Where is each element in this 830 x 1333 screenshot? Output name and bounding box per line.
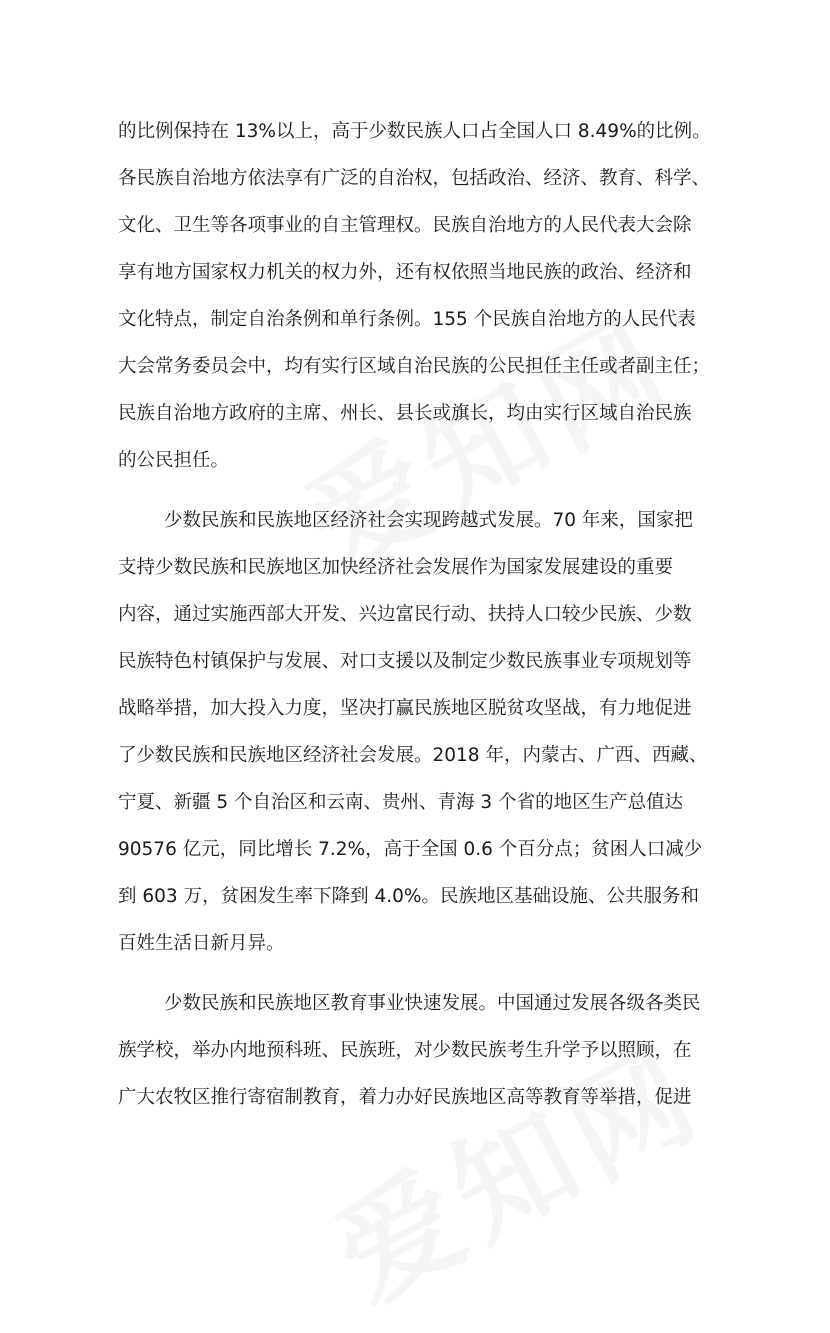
text-line: 各民族自治地方依法享有广泛的自治权，包括政治、经济、教育、科学、: [118, 168, 711, 189]
text-line: 了少数民族和民族地区经济社会发展。2018 年，内蒙古、广西、西藏、: [118, 745, 708, 766]
text-line: 内容，通过实施西部大开发、兴边富民行动、扶持人口较少民族、少数: [118, 604, 692, 625]
text-line: 的公民担任。: [118, 450, 230, 471]
text-line: 支持少数民族和民族地区加快经济社会发展作为国家发展建设的重要: [118, 557, 674, 578]
text-line: 享有地方国家权力机关的权力外，还有权依照当地民族的政治、经济和: [118, 262, 692, 283]
text-line: 广大农牧区推行寄宿制教育，着力办好民族地区高等教育等举措，促进: [118, 1087, 692, 1108]
text-line: 少数民族和民族地区教育事业快速发展。中国通过发展各级各类民: [164, 993, 701, 1014]
text-line: 民族特色村镇保护与发展、对口支援以及制定少数民族事业专项规划等: [118, 651, 692, 672]
text-line: 族学校，举办内地预科班、民族班，对少数民族考生升学予以照顾，在: [118, 1040, 692, 1061]
text-line: 大会常务委员会中，均有实行区域自治民族的公民担任主任或者副主任；: [118, 356, 711, 377]
text-line: 百姓生活日新月异。: [118, 933, 285, 954]
text-line: 民族自治地方政府的主席、州长、县长或旗长，均由实行区域自治民族: [118, 403, 692, 424]
text-line: 到 603 万，贫困发生率下降到 4.0%。民族地区基础设施、公共服务和: [118, 886, 699, 907]
text-line: 少数民族和民族地区经济社会实现跨越式发展。70 年来，国家把: [164, 510, 693, 531]
text-line: 战略举措，加大投入力度，坚决打赢民族地区脱贫攻坚战，有力地促进: [118, 698, 692, 719]
text-line: 文化、卫生等各项事业的自主管理权。民族自治地方的人民代表大会除: [118, 215, 692, 236]
text-line: 90576 亿元，同比增长 7.2%，高于全国 0.6 个百分点；贫困人口减少: [118, 839, 703, 860]
text-line: 的比例保持在 13%以上，高于少数民族人口占全国人口 8.49%的比例。: [118, 121, 711, 142]
text-line: 文化特点，制定自治条例和单行条例。155 个民族自治地方的人民代表: [118, 309, 696, 330]
text-line: 宁夏、新疆 5 个自治区和云南、贵州、青海 3 个省的地区生产总值达: [118, 792, 684, 813]
